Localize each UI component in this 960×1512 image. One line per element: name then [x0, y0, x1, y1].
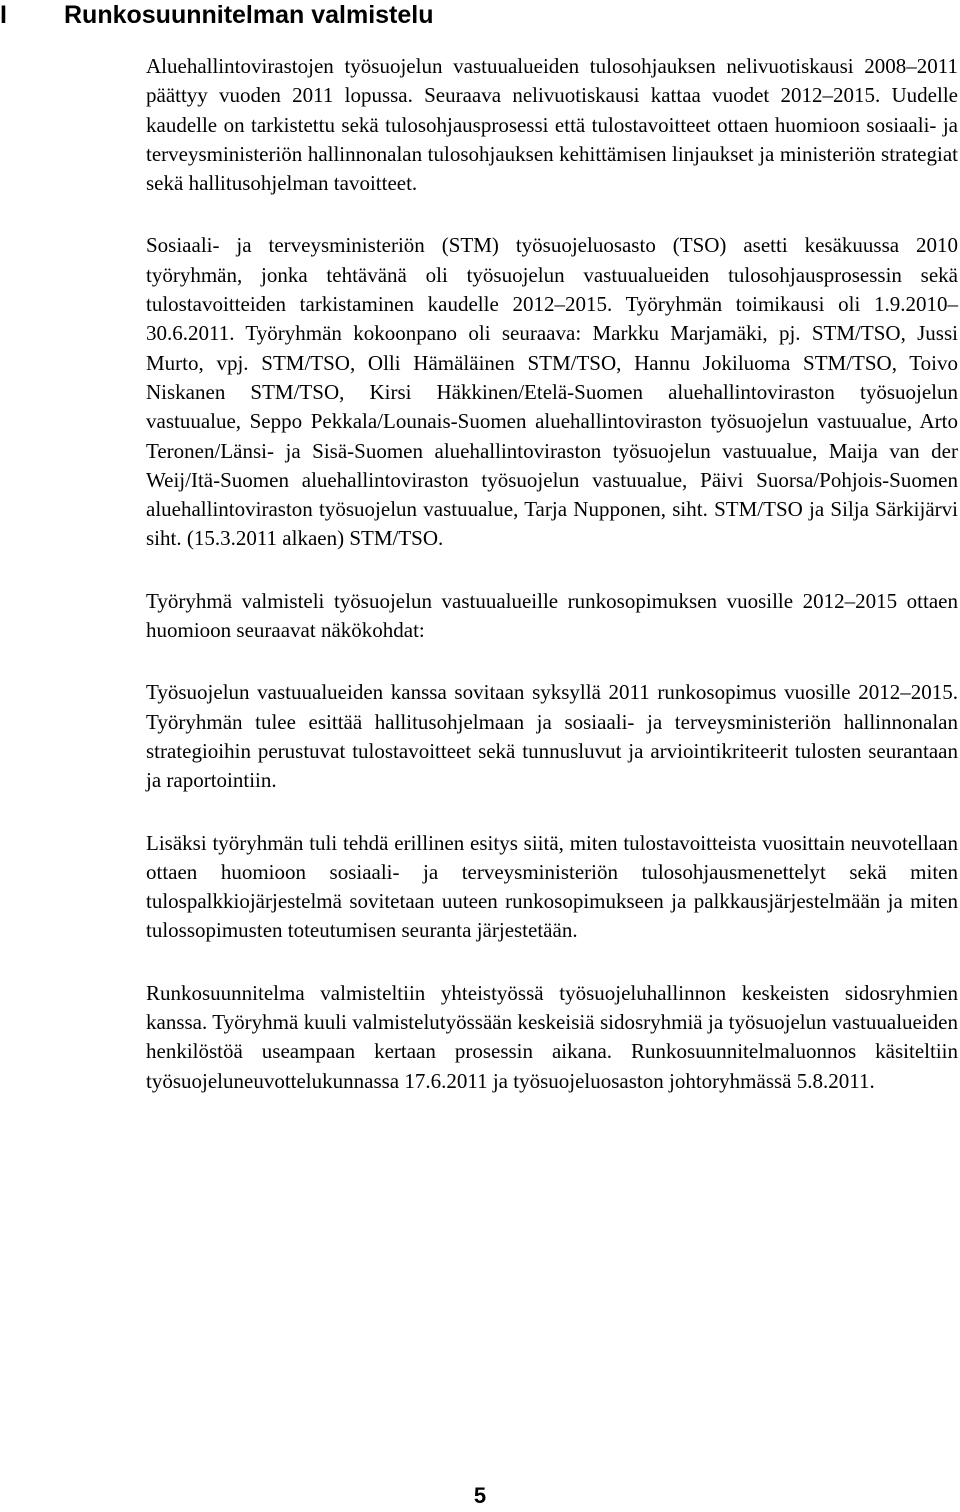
paragraph-framework-agreement: Työsuojelun vastuualueiden kanssa sovitaan syksyllä 2011 runkosopimus vuosille 2012–2015. Työryhmän tulee esittää hallitusohjelmaan ja sosiaali- ja terveysministeriön hallinnonalan strategioihin perustuvat tulostavoitteet sekä tunnusluvut ja arviointikriteerit tulosten seurantaan ja raportointiin.	[146, 680, 958, 793]
paragraph-additional-proposal: Lisäksi työryhmän tuli tehdä erillinen esitys siitä, miten tulostavoitteista vuosittain neuvotellaan ottaen huomioon sosiaali- ja terveysministeriön tulosohjausmenettelyt sekä miten tulospalkkiojärjestelmä sovitetaan uuteen runkosopimukseen ja palkkausjärjestelmään ja miten tulossopimusten toteutumisen seuranta järjestetään.	[146, 830, 958, 943]
section-heading	[0, 0, 940, 30]
section-title: Runkosuunnitelman valmistelu	[64, 1, 434, 29]
paragraph-intro: Aluehallintovirastojen työsuojelun vastuualueiden tulosohjauksen nelivuotiskausi 2008–2011 päättyy vuoden 2011 lopussa. Seuraava nelivuotiskausi kattaa vuodet 2012–2015. Uudelle kaudelle on tarkistettu sekä tulosohjausprosessi että tulostavoitteet ottaen huomioon sosiaali- ja terveysministeriön hallinnonalan tulosohjauksen kehittämisen linjaukset ja ministeriön strategiat sekä hallitusohjelman tavoitteet.	[146, 54, 958, 196]
document-body	[146, 52, 958, 1129]
section-number: I	[0, 1, 7, 29]
paragraph-cooperation: Runkosuunnitelma valmisteltiin yhteistyössä työsuojeluhallinnon keskeisten sidosryhmien kanssa. Työryhmä kuuli valmistelutyössään keskeisiä sidosryhmiä ja työsuojelun vastuualueiden henkilöstöä useampaan kertaan prosessin aikana. Runkosuunnitelmaluonnos käsiteltiin työsuojeluneuvottelukunnassa 17.6.2011 ja työsuojeluosaston johtoryhmässä 5.8.2011.	[146, 980, 958, 1093]
paragraph-considerations: Työryhmä valmisteli työsuojelun vastuualueille runkosopimuksen vuosille 2012–2015 ottaen huomioon seuraavat näkökohdat:	[146, 588, 958, 643]
page-number: 5	[473, 1483, 487, 1508]
paragraph-working-group: Sosiaali- ja terveysministeriön (STM) työsuojeluosasto (TSO) asetti kesäkuussa 2010 työryhmän, jonka tehtävänä oli työsuojelun vastuualueiden tulosohjausprosessin sekä tulostavoitteiden tarkistaminen kaudelle 2012–2015. Työryhmän toimikausi oli 1.9.2010–30.6.2011. Työryhmän kokoonpano oli seuraava: Markku Marjamäki, pj. STM/TSO, Jussi Murto, vpj. STM/TSO, Olli Hämäläinen STM/TSO, Hannu Jokiluoma STM/TSO, Toivo Niskanen STM/TSO, Kirsi Häkkinen/Etelä-Suomen aluehallintoviraston työsuojelun vastuualue, Seppo Pekkala/Lounais-Suomen aluehallintoviraston työsuojelun vastuualue, Arto Teronen/Länsi- ja Sisä-Suomen aluehallintoviraston työsuojelun vastuualue, Maija van der Weij/Itä-Suomen aluehallintoviraston työsuojelun vastuualue, Päivi Suorsa/Pohjois-Suomen aluehallintoviraston työsuojelun vastuualue, Tarja Nupponen, siht. STM/TSO ja Silja Särkijärvi siht. (15.3.2011 alkaen) STM/TSO.	[146, 233, 958, 551]
